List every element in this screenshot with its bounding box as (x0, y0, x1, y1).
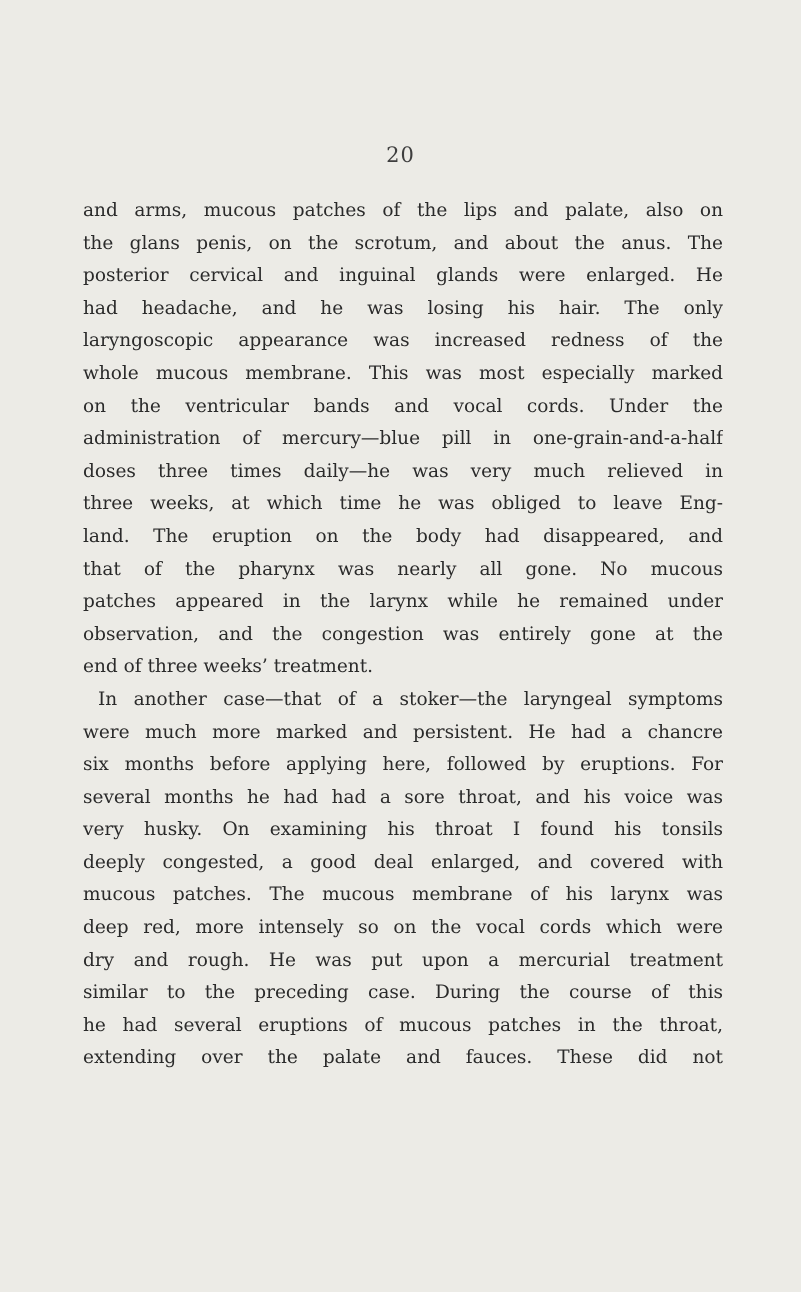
body-text (83, 195, 723, 1075)
text-line: laryngoscopic appearance was increased redness of the (83, 330, 723, 352)
text-line: several months he had had a sore throat, and his voice was (83, 786, 723, 808)
text-line: deep red, more intensely so on the vocal cords which were (83, 917, 723, 939)
text-line: posterior cervical and inguinal glands were enlarged. He (83, 265, 723, 287)
text-line: the glans penis, on the scrotum, and about the anus. The (83, 232, 723, 254)
paragraph-start-line: In another case—that of a stoker—the laryngeal symptoms (98, 688, 723, 710)
text-line: were much more marked and persistent. He had a chancre (83, 721, 723, 743)
text-line: dry and rough. He was put upon a mercurial treatment (83, 949, 723, 971)
text-line: doses three times daily—he was very much relieved in (83, 460, 723, 482)
text-line: land. The eruption on the body had disappeared, and (83, 525, 723, 547)
page-number: 20 (386, 143, 415, 167)
text-line: extending over the palate and fauces. These did not (83, 1047, 723, 1069)
text-line: patches appeared in the larynx while he remained under (83, 591, 723, 613)
text-line: whole mucous membrane. This was most especially marked (83, 362, 723, 384)
text-line: very husky. On examining his throat I found his tonsils (83, 819, 723, 841)
paragraph-end-line: end of three weeks’ treatment. (83, 656, 374, 678)
text-line: had headache, and he was losing his hair. The only (83, 297, 723, 319)
text-line: six months before applying here, followed by eruptions. For (83, 754, 723, 776)
text-line: observation, and the congestion was entirely gone at the (83, 623, 723, 645)
text-line: mucous patches. The mucous membrane of his larynx was (83, 884, 723, 906)
text-line: similar to the preceding case. During the course of this (83, 982, 723, 1004)
text-line: three weeks, at which time he was obliged to leave Eng- (83, 493, 723, 515)
text-line: and arms, mucous patches of the lips and palate, also on (83, 200, 723, 221)
text-line: on the ventricular bands and vocal cords. Under the (83, 395, 723, 417)
text-line: deeply congested, a good deal enlarged, and covered with (83, 851, 723, 873)
text-line: administration of mercury—blue pill in one-grain-and-a-half (83, 428, 723, 450)
text-line: that of the pharynx was nearly all gone. No mucous (83, 558, 723, 580)
text-line: he had several eruptions of mucous patches in the throat, (83, 1014, 723, 1036)
